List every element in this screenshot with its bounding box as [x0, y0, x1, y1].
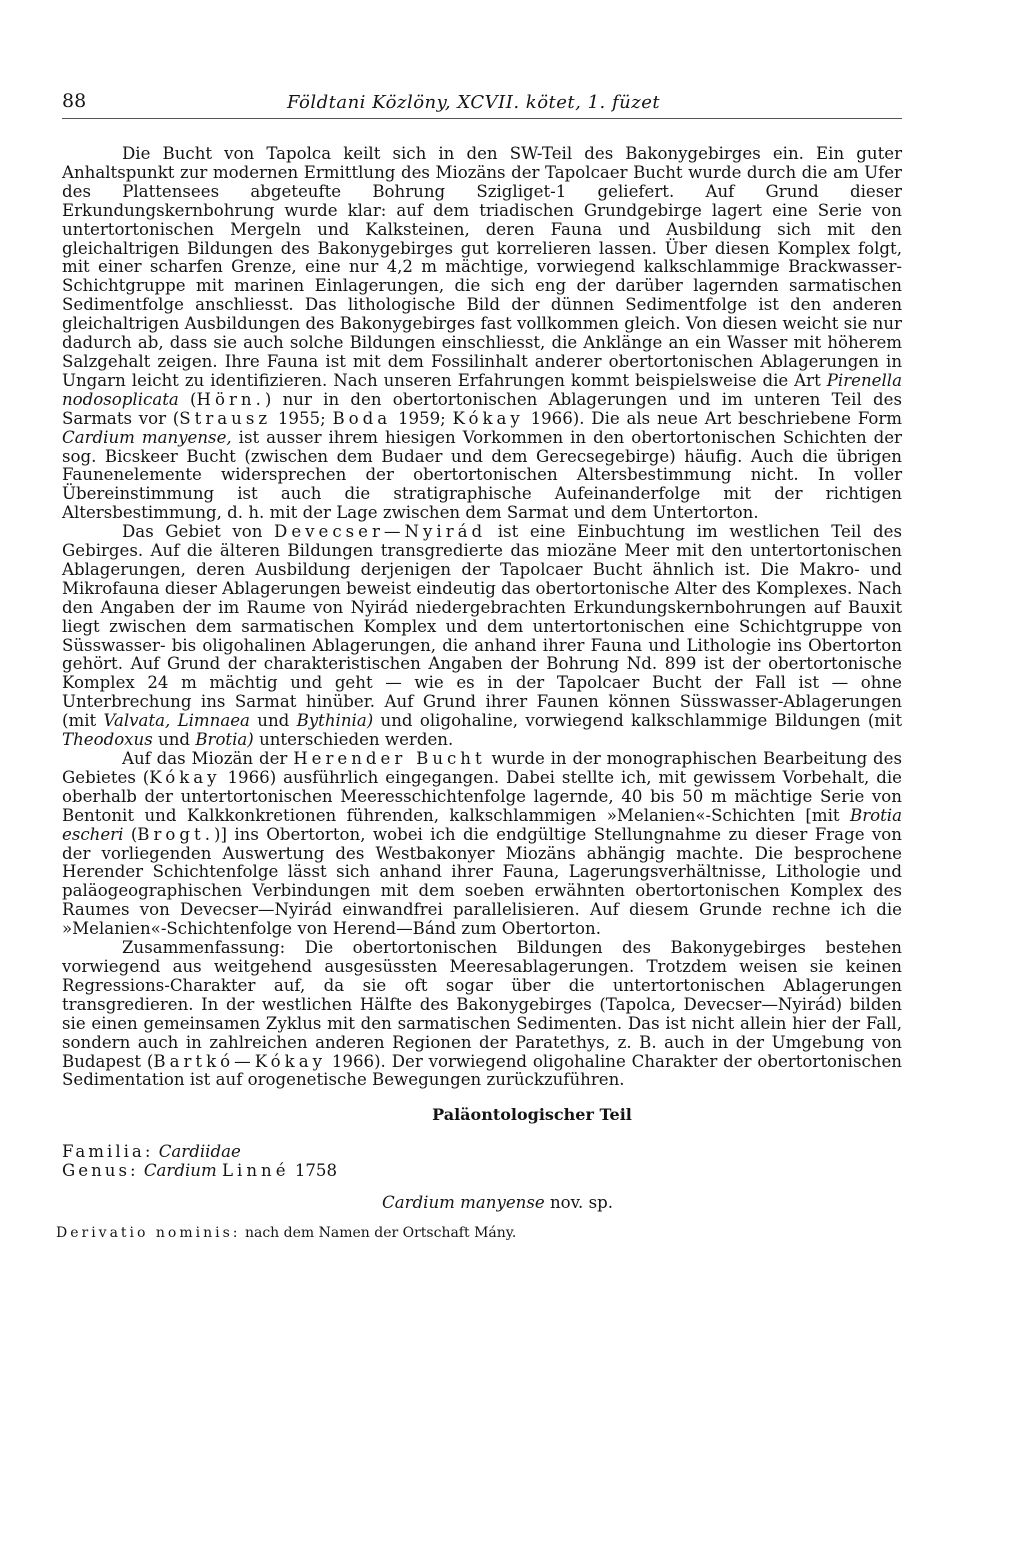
author-name: Strausz	[179, 408, 272, 428]
journal-page	[56, 0, 964, 1553]
author-name: Brogt.	[137, 824, 214, 844]
text-run: wurde in der monographischen Bearbeitung des Gebietes (	[62, 749, 903, 787]
derivatio-text: nach dem Namen der Ortschaft Mány.	[244, 1225, 517, 1242]
text-run: und	[257, 711, 290, 731]
text-run: unterschieden werden.	[259, 730, 454, 750]
genus-name: Bythinia)	[296, 711, 374, 731]
text-run: ist eine Einbuchtung im westlichen Teil des Gebirges. Auf die älteren Bildungen transgredierte das miozäne Meer mit den untertortonischen Ablagerungen, deren Ausbildung derjenigen der Tapolcaer Bucht ähnlich ist. Die Makro- und Mikrofauna dieser Ablagerungen beweist eindeutig das obertortonische Alter des Komplexes. Nach den Angaben der im Raume von Nyirád niedergebrachten Erkundungskernbohrungen auf Bauxit liegt zwischen dem sarmatischen Komplex und dem untertortonischen eine Schichtgruppe von Süsswasser- bis oligohalinen Ablagerungen, die anhand ihrer Fauna und Lithologie ins Obertorton gehört. Auf Grund der charakteristischen Angaben der Bohrung Nd. 899 ist der obertortonische Komplex 24 m mächtig und geht — wie es in der Tapolcaer Bucht der Fall ist — ohne Unterbrechung ins Sarmat hinüber. Auf Grund ihrer Faunen können Süsswasser-Ablagerungen (mit	[62, 522, 902, 731]
species-name: Brotia escheri	[62, 805, 902, 844]
familia-label: Familia:	[62, 1142, 154, 1162]
paragraph-herend	[62, 750, 902, 939]
species-heading	[62, 1193, 902, 1212]
derivatio-label: Derivatio nominis:	[56, 1225, 241, 1242]
derivatio-line	[56, 1224, 902, 1242]
genus-name: Cardium	[143, 1161, 217, 1181]
paragraph-summary	[62, 939, 902, 1090]
text-run: und oligohaline, vorwiegend kalkschlammige Bildungen (mit	[380, 711, 903, 731]
species-name: Cardium manyense	[382, 1193, 545, 1213]
familia-name: Cardiidae	[158, 1142, 241, 1162]
section-title: Paläontologischer Teil	[432, 1105, 632, 1125]
page-header	[62, 90, 902, 119]
page-number: 88	[62, 90, 87, 112]
article-body	[56, 144, 903, 1242]
genus-name: Brotia)	[195, 730, 254, 750]
locality-name: Devecser—Nyirád	[274, 522, 487, 542]
text-run: Das Gebiet von	[122, 522, 263, 542]
text-run: 1955;	[277, 408, 326, 428]
author-name: Kókay	[149, 767, 221, 787]
genus-year: 1758	[294, 1161, 338, 1181]
genus-author: Linné	[222, 1161, 290, 1181]
author-name: Hörn.	[196, 389, 265, 409]
text-run: Zusammenfassung: Die obertortonischen Bildungen des Bakonygebirges bestehen vorwiegend aus weitgehend ausgesüssten Meeresablagerungen. Trotzdem weisen sie keinen Regressions-Charakter auf, da sie oft sogar über die untertortonischen Ablagerungen transgredieren. In der westlichen Hälfte des Bakonygebirges (Tapolca, Devecser—Nyirád) bilden sie einen gemeinsamen Zyklus mit den sarmatischen Sedimenten. Das ist nicht allein hier der Fall, sondern auch in zahlreichen anderen Regionen der Paratethys, z. B. auch in der Umgebung von Budapest (	[62, 938, 902, 1071]
author-name: Kókay	[452, 408, 524, 428]
text-run: (	[130, 824, 138, 844]
paragraph-devecser	[62, 523, 902, 750]
running-title: Földtani Közlöny, XCVII. kötet, 1. füzet	[287, 92, 661, 113]
text-run: ist ausser ihrem hiesigen Vorkommen in den obertortonischen Schichten der sog. Bicskeer Bucht (zwischen dem Budaer und dem Gerecsegebirge) häufig. Auch die übrigen Faunenelemente widersprechen der obertortonischen Altersbestimmung nicht. In voller Übereinstimmung ist auch die stratigraphische Aufeinanderfolge mit der richtigen Altersbestimmung, d. h. mit der Lage zwischen dem Sarmat und dem Untertorton.	[62, 427, 902, 523]
text-run: Auf das Miozän der	[122, 749, 288, 768]
genus-name: Theodoxus	[62, 730, 153, 750]
species-status: nov. sp.	[549, 1193, 614, 1213]
text-run: 1966) ausführlich eingegangen. Dabei stellte ich, mit gewissem Vorbehalt, die oberhalb der untertortonischen Meeresschichtenfolge lagernde, 40 bis 50 m mächtige Serie von Bentonit und Kalkkonkretionen führenden, kalkschlammigen »Melanien«-Schichten [mit	[62, 767, 903, 825]
text-run: 1959;	[397, 408, 446, 428]
text-run: (	[190, 389, 197, 409]
paragraph-tapolca	[62, 145, 902, 523]
genus-name: Valvata, Limnaea	[103, 711, 250, 731]
genus-line	[62, 1161, 902, 1180]
text-run: Die Bucht von Tapolca keilt sich in den SW-Teil des Bakonygebirges ein. Ein guter Anhaltspunkt zur modernen Ermittlung des Miozäns der Tapolcaer Bucht wurde durch die am Ufer des Plattensees abgeteufte Bohrung Szigliget-1 geliefert. Auf Grund dieser Erkundungskernbohrung wurde klar: auf dem triadischen Grundgebirge lagert eine Serie von untertortonischen Mergeln und Kalksteinen, deren Fauna und Ausbildung sich mit den gleichaltrigen Bildungen des Bakonygebirges gut korrelieren lassen. Über diesen Komplex folgt, mit einer scharfen Grenze, eine nur 4,2 m mächtige, vorwiegend kalkschlammige Brackwasser-Schichtgruppe mit marinen Einlagerungen, die sich eng der darüber lagernden sarmatischen Sedimentfolge anschliesst. Das lithologische Bild der dünnen Sedimentfolge ist den anderen gleichaltrigen Ausbildungen des Bakonygebirges fast vollkommen gleich. Von diesen weicht sie nur dadurch ab, dass sie auch solche Bildungen einschliesst, die Anklänge an ein Wasser mit höherem Salzgehalt zeigen. Ihre Fauna ist mit dem Fossilinhalt anderer obertortonischen Ablagerungen in Ungarn leicht zu identifizieren. Nach unseren Erfahrungen kommt beispielsweise die Art	[62, 144, 902, 390]
text-run: ) nur in den obertortonischen Ablagerungen und im unteren Teil des Sarmats vor (	[62, 389, 902, 428]
text-run: und	[158, 730, 191, 750]
text-run: 1966). Der vorwiegend oligohaline Charakter der obertortonischen Sedimentation ist auf orogenetische Bewegungen zurückzuführen.	[62, 1051, 902, 1090]
genus-label: Genus:	[62, 1161, 139, 1181]
author-name: Bartkó—Kókay	[153, 1051, 326, 1071]
text-run: 1966). Die als neue Art beschriebene Form	[530, 408, 903, 428]
locality-name: Herender Bucht	[293, 749, 486, 768]
author-name: Boda	[332, 408, 392, 428]
text-run: )] ins Obertorton, wobei ich die endgültige Stellungnahme zu dieser Frage von der vorliegenden Auswertung des Westbakonyer Miozäns abhängig machte. Die besprochene Herender Schichtenfolge lässt sich anhand ihrer Fauna, Lagerungsverhältnisse, Lithologie und paläogeographischen Verbindungen mit dem soeben erwähnten obertortonischen Komplex des Raumes von Devecser—Nyirád einwandfrei parallelisieren. Auf diesem Grunde rechne ich die »Melanien«-Schichtenfolge von Herend—Bánd zum Obertorton.	[62, 824, 902, 939]
familia-line	[62, 1142, 902, 1161]
species-name: Pirenella nodosoplicata	[62, 370, 902, 409]
species-name: Cardium manyense,	[62, 427, 232, 447]
